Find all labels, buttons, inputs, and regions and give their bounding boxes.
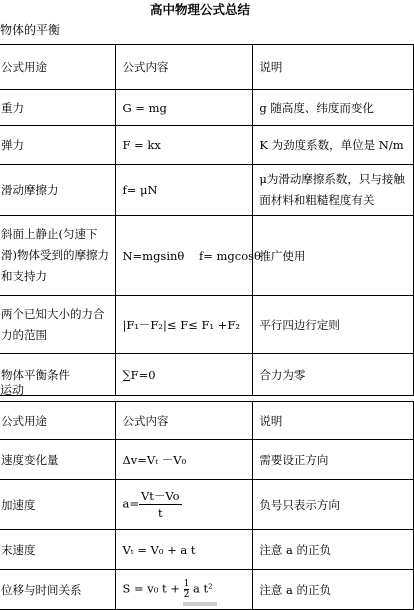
fraction-denominator: 2 [183, 590, 190, 600]
table-row [0, 296, 414, 354]
row-formula: f= μN [116, 165, 253, 216]
table-row [0, 165, 414, 216]
table-row [0, 480, 414, 530]
row-note: μ为滑动摩擦系数，只与接触面材料和粗糙程度有关 [253, 165, 414, 216]
row-note: 负号只表示方向 [253, 480, 414, 530]
balance-formula-table [0, 44, 414, 396]
table-row [0, 354, 414, 396]
row-note: 注意 a 的正负 [253, 530, 414, 570]
row-note: 合力为零 [253, 354, 414, 396]
formula-part: a t² [193, 581, 213, 596]
row-formula: G = mg [116, 90, 253, 126]
row-use: 滑动摩擦力 [0, 165, 116, 216]
row-formula: Δv=Vₜ －V₀ [116, 440, 253, 480]
row-formula [116, 216, 261, 296]
document-title: 高中物理公式总结 [149, 2, 250, 17]
table-header-row [0, 45, 414, 90]
table-row [0, 126, 414, 165]
row-formula: |F₁－F₂|≤ F≤ F₁ +F₂ [116, 296, 253, 354]
row-use: 斜面上静止(匀速下滑)物体受到的摩擦力和支持力 [0, 216, 116, 296]
row-note: 推广使用 [253, 216, 414, 296]
header-note: 说明 [253, 45, 414, 90]
table-header-row [0, 402, 414, 440]
fraction-denominator: t [157, 506, 163, 520]
page-footer-mark [183, 602, 217, 606]
row-use: 两个已知大小的力合力的范围 [0, 296, 116, 354]
row-note: K 为劲度系数，单位是 N/m [253, 126, 414, 165]
row-note: 需要设正方向 [253, 440, 414, 480]
table-row [0, 530, 414, 570]
table-row [0, 216, 414, 296]
formula-prefix: a= [122, 496, 139, 511]
header-note: 说明 [253, 402, 414, 440]
fraction-numerator: Vt－Vo [140, 489, 180, 503]
row-use: 加速度 [0, 480, 116, 530]
row-use: 速度变化量 [0, 440, 116, 480]
row-note: g 随高度、纬度而变化 [253, 90, 414, 126]
formula-part: S = v₀ t + [122, 581, 180, 596]
section-heading-balance: 物体的平衡 [0, 23, 61, 37]
formula-friction-force: f= mgcosθ [198, 248, 261, 263]
row-use: 末速度 [0, 530, 116, 570]
table-row [0, 90, 414, 126]
row-use: 弹力 [0, 126, 116, 165]
acceleration-fraction [139, 488, 182, 521]
row-formula: ∑F=0 [116, 354, 253, 396]
motion-formula-table [0, 401, 414, 610]
row-formula: Vₜ = V₀ + a t [116, 530, 253, 570]
row-use: 位移与时间关系 [0, 570, 116, 610]
row-use: 物体平衡条件 [0, 354, 116, 396]
header-formula: 公式内容 [116, 402, 253, 440]
fraction-numerator: 1 [183, 579, 190, 589]
row-use: 重力 [0, 90, 116, 126]
formula-normal-force: N=mgsinθ [122, 248, 185, 263]
row-formula: F = kx [116, 126, 253, 165]
half-fraction [184, 579, 190, 600]
header-use: 公式用途 [0, 45, 116, 90]
header-formula: 公式内容 [116, 45, 253, 90]
section-heading-motion: 运动 [0, 383, 25, 397]
row-note: 平行四边行定则 [253, 296, 414, 354]
row-formula [116, 480, 253, 530]
row-note: 注意 a 的正负 [253, 570, 414, 610]
table-row [0, 440, 414, 480]
header-use: 公式用途 [0, 402, 116, 440]
